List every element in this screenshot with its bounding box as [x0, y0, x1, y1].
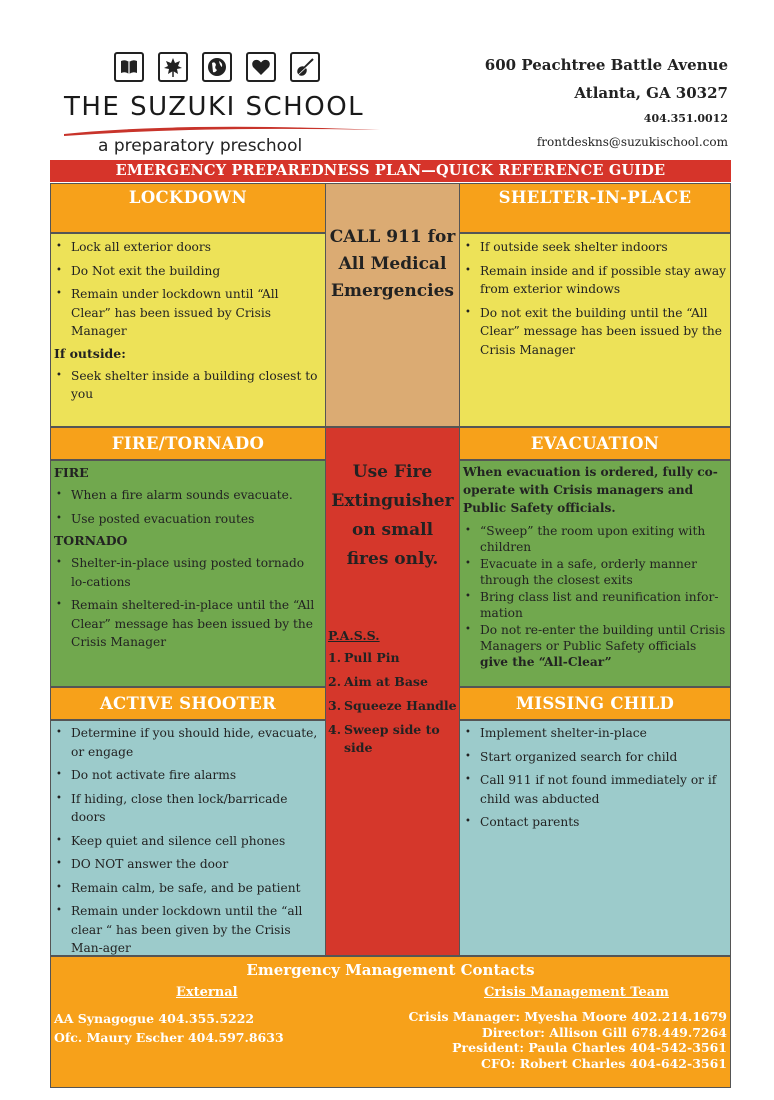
- list-item: • Do not activate fire alarms: [54, 766, 322, 785]
- active-shooter-list: [54, 724, 322, 958]
- extinguisher-line4: fires only.: [346, 549, 439, 569]
- call-911-line3: Emergencies: [331, 281, 454, 301]
- extinguisher-text: [326, 428, 459, 574]
- address-line1: 600 Peachtree Battle Avenue: [484, 56, 728, 74]
- extinguisher-line1: Use Fire: [352, 462, 433, 482]
- missing-child-heading: MISSING CHILD: [459, 687, 731, 720]
- list-item: • Shelter-in-place using posted tornado lo-cations: [54, 554, 322, 591]
- pass-title: P.A.S.S.: [328, 628, 380, 643]
- contact-row: Director: Allison Gill 678.449.7264: [481, 1024, 727, 1040]
- list-item: • Call 911 if not found immediately or if child was abducted: [463, 771, 727, 808]
- shelter-panel: [459, 233, 731, 427]
- call-911-line2: All Medical: [338, 254, 447, 274]
- list-item: • DO NOT answer the door: [54, 855, 322, 874]
- tornado-label: TORNADO: [54, 533, 128, 548]
- violin-icon: [290, 52, 320, 82]
- evacuation-heading: EVACUATION: [459, 427, 731, 460]
- active-shooter-heading: ACTIVE SHOOTER: [50, 687, 326, 720]
- school-address: [485, 54, 728, 149]
- contact-row: AA Synagogue 404.355.5222: [54, 1011, 255, 1026]
- list-item: • Remain under lockdown until the “all clear “ has been given by the Crisis Man-ager: [54, 902, 322, 958]
- heart-icon: [246, 52, 276, 82]
- list-item: • Contact parents: [463, 813, 727, 832]
- team-heading: Crisis Management Team: [484, 985, 669, 1000]
- list-item: • Implement shelter-in-place: [463, 724, 727, 743]
- shelter-list: [463, 238, 727, 359]
- extinguisher-line3: on small: [351, 520, 434, 540]
- contact-row: President: Paula Charles 404-542-3561: [452, 1040, 727, 1056]
- school-phone: 404.351.0012: [643, 112, 728, 125]
- list-item: • Do not re-enter the building until Crisis Managers or Public Safety officials give the “All-Clear”: [463, 622, 727, 670]
- school-tagline: a preparatory preschool: [98, 136, 303, 156]
- extinguisher-panel: [325, 427, 460, 956]
- page-title: EMERGENCY PREPAREDNESS PLAN—QUICK REFERENCE GUIDE: [50, 160, 731, 182]
- book-icon: [114, 52, 144, 82]
- list-item: • Remain calm, be safe, and be patient: [54, 879, 322, 898]
- team-contacts: [408, 1009, 727, 1071]
- globe-icon: [202, 52, 232, 82]
- external-heading: External: [176, 985, 238, 1000]
- contact-row: CFO: Robert Charles 404-642-3561: [481, 1055, 727, 1071]
- lockdown-list: [54, 238, 322, 341]
- lockdown-outside-label: If outside:: [54, 345, 126, 361]
- list-item: • Lock all exterior doors: [54, 238, 322, 257]
- school-name: THE SUZUKI SCHOOL: [64, 92, 365, 122]
- list-item: • Determine if you should hide, evacuate, or engage: [54, 724, 322, 761]
- list-item: • When a fire alarm sounds evacuate.: [54, 486, 322, 505]
- missing-child-list: [463, 724, 727, 832]
- evacuation-intro: When evacuation is ordered, fully co-operate with Crisis managers and Public Safety officials.: [463, 465, 718, 515]
- list-item: • If outside seek shelter indoors: [463, 238, 727, 257]
- list-item: 1. Pull Pin: [328, 650, 400, 665]
- list-item: • Bring class list and reunification infor-mation: [463, 589, 727, 621]
- school-logo: [62, 48, 392, 158]
- contact-row: Ofc. Maury Escher 404.597.8633: [54, 1030, 284, 1045]
- list-item: 4. Sweep side to side: [328, 722, 440, 755]
- list-item: • Do not exit the building until the “All Clear” message has been issued by the Crisis Manager: [463, 304, 727, 360]
- fire-tornado-heading: FIRE/TORNADO: [50, 427, 326, 460]
- list-item: • Keep quiet and silence cell phones: [54, 832, 322, 851]
- list-item: • Start organized search for child: [463, 748, 727, 767]
- list-item: • Remain inside and if possible stay away from exterior windows: [463, 262, 727, 299]
- fire-tornado-panel: [50, 460, 326, 687]
- external-contacts: [54, 1009, 284, 1047]
- list-item: • Remain under lockdown until “All Clear” has been issued by Crisis Manager: [54, 285, 322, 341]
- list-item: • Seek shelter inside a building closest to you: [54, 367, 322, 404]
- evacuation-panel: [459, 460, 731, 687]
- list-item: • “Sweep” the room upon exiting with children: [463, 523, 727, 555]
- list-item: • If hiding, close then lock/barricade doors: [54, 790, 322, 827]
- logo-icon-row: [114, 52, 320, 82]
- lockdown-panel: [50, 233, 326, 427]
- tornado-list: [54, 554, 322, 652]
- leaf-icon: [158, 52, 188, 82]
- pass-steps: [328, 628, 457, 763]
- missing-child-panel: [459, 720, 731, 956]
- contacts-title: Emergency Management Contacts: [246, 961, 535, 979]
- address-line2: Atlanta, GA 30327: [574, 84, 728, 102]
- active-shooter-panel: [50, 720, 326, 956]
- extinguisher-line2: Extinguisher: [331, 491, 454, 511]
- lockdown-heading: LOCKDOWN: [50, 183, 326, 233]
- contacts-panel: [50, 956, 731, 1088]
- list-item: • Use posted evacuation routes: [54, 510, 322, 529]
- fire-label: FIRE: [54, 465, 89, 480]
- fire-list: [54, 486, 322, 528]
- evacuation-list: [463, 523, 727, 670]
- pass-list: [328, 649, 457, 757]
- contact-row: Crisis Manager: Myesha Moore 402.214.1679: [408, 1009, 727, 1024]
- list-item: • Do Not exit the building: [54, 262, 322, 281]
- lockdown-outside-list: [54, 367, 322, 404]
- call-911-panel: [325, 183, 460, 427]
- list-item: • Remain sheltered-in-place until the “All Clear” message has been issued by the Crisis Manager: [54, 596, 322, 652]
- school-email: frontdeskns@suzukischool.com: [536, 135, 728, 149]
- shelter-heading: SHELTER-IN-PLACE: [459, 183, 731, 233]
- list-item: 2. Aim at Base: [328, 674, 428, 689]
- list-item: • Evacuate in a safe, orderly manner through the closest exits: [463, 556, 727, 588]
- list-item: 3. Squeeze Handle: [328, 698, 457, 713]
- call-911-line1: CALL 911 for: [329, 227, 456, 247]
